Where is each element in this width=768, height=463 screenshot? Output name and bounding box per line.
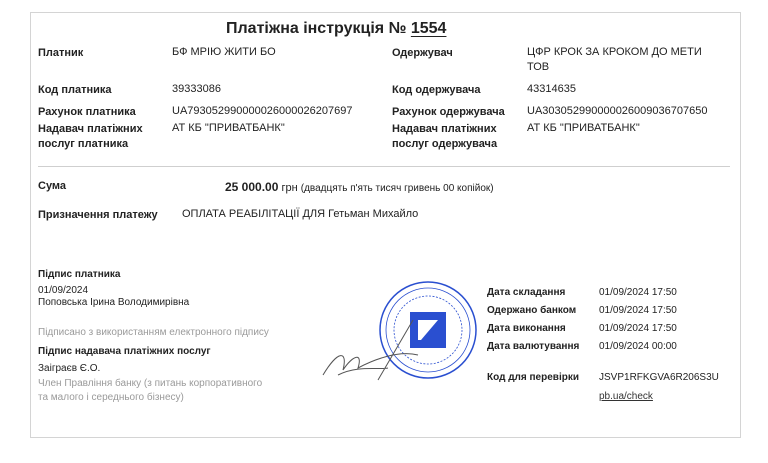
date-label: Дата складання [487,287,566,298]
payer-label: Платник [38,47,84,59]
receiver-provider-label-2: послуг одержувача [392,138,498,150]
date-value: 01/09/2024 17:50 [599,305,677,316]
receiver-code: 43314635 [527,83,576,95]
payer-code: 39333086 [172,83,221,95]
date-value: 01/09/2024 17:50 [599,287,677,298]
payer-provider-label: Надавач платіжних [38,123,143,135]
payer-provider: АТ КБ "ПРИВАТБАНК" [172,122,285,134]
receiver-provider: АТ КБ "ПРИВАТБАНК" [527,122,640,134]
date-label: Дата валютування [487,341,580,352]
provider-signature-name: Заіграєв Є.О. [38,363,101,374]
payer-provider-label-2: послуг платника [38,138,129,150]
receiver-account: UA303052990000026009036707650 [527,105,708,117]
payer-account-label: Рахунок платника [38,106,136,118]
receiver-value: ЦФР КРОК ЗА КРОКОМ ДО МЕТИ [527,46,702,58]
payer-signature-label: Підпис платника [38,269,121,280]
purpose-label: Призначення платежу [38,209,158,221]
date-label: Дата виконання [487,323,566,334]
document-number: 1554 [410,20,447,37]
check-link[interactable]: pb.ua/check [599,391,653,402]
payer-code-label: Код платника [38,84,112,96]
payer-signature-date: 01/09/2024 [38,285,89,296]
provider-role: Член Правління банку (з питань корпоративного [38,378,263,389]
bank-stamp-with-signature [318,280,478,390]
page-title: Платіжна інструкція № 1554 [226,20,447,37]
provider-signature-label: Підпис надавача платіжних послуг [38,346,211,357]
receiver-code-label: Код одержувача [392,84,481,96]
payer-value: БФ МРІЮ ЖИТИ БО [172,46,276,58]
date-value: 01/09/2024 17:50 [599,323,677,334]
payer-account: UA793052990000026000026207697 [172,105,353,117]
provider-role-2: та малого і середнього бізнесу) [38,392,184,403]
date-label: Одержано банком [487,305,577,316]
purpose-value: ОПЛАТА РЕАБІЛІТАЦІЇ ДЛЯ Гетьман Михайло [182,208,419,220]
sum-amount: 25 000.00 грн (двадцять п'ять тисяч гривень 00 копійок) [225,180,494,194]
receiver-label: Одержувач [392,47,453,59]
receiver-provider-label: Надавач платіжних [392,123,497,135]
check-code: JSVP1RFKGVA6R206S3U [599,372,719,383]
divider [38,166,730,167]
e-signature-note: Підписано з використанням електронного підпису [38,327,269,338]
date-value: 01/09/2024 00:00 [599,341,677,352]
receiver-value-2: ТОВ [527,61,550,73]
check-code-label: Код для перевірки [487,372,579,383]
payer-signature-name: Поповська Ірина Володимирівна [38,297,190,308]
sum-label: Сума [38,180,67,192]
receiver-account-label: Рахунок одержувача [392,106,505,118]
